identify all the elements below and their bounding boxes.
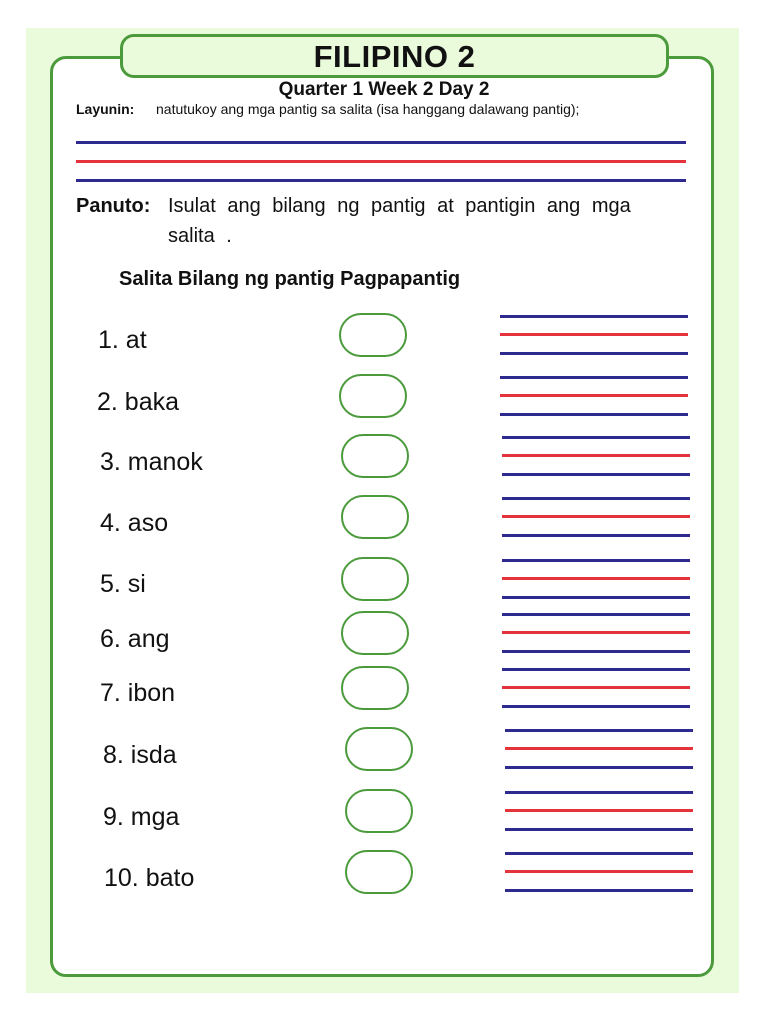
writing-line-blue-top (76, 141, 686, 144)
answer-oval[interactable] (339, 374, 407, 418)
syllable-writing-lines[interactable] (505, 791, 693, 831)
item-word: 7. ibon (100, 679, 176, 707)
syllable-writing-lines[interactable] (505, 852, 693, 892)
writing-line-red-middle (76, 160, 686, 163)
syllable-writing-lines[interactable] (505, 729, 693, 769)
answer-oval[interactable] (341, 495, 409, 539)
syllable-writing-lines[interactable] (502, 497, 690, 537)
answer-oval[interactable] (341, 666, 409, 710)
item-word: 10. bato (104, 864, 195, 892)
table-header: Salita Bilang ng pantig Pagpapantig (119, 268, 461, 290)
syllable-writing-lines[interactable] (502, 559, 690, 599)
item-word: 4. aso (100, 509, 169, 537)
item-word: 2. baka (97, 388, 180, 416)
writing-line-blue-bottom (76, 179, 686, 182)
item-word: 9. mga (103, 803, 180, 831)
item-word: 8. isda (103, 741, 177, 769)
item-word: 6. ang (100, 625, 170, 653)
syllable-writing-lines[interactable] (500, 315, 688, 355)
answer-oval[interactable] (345, 789, 413, 833)
objective-label: Layunin: (76, 101, 135, 117)
answer-oval[interactable] (341, 434, 409, 478)
answer-oval[interactable] (345, 850, 413, 894)
objective-text: natutukoy ang mga pantig sa salita (isa hanggang dalawang pantig); (156, 101, 580, 117)
instruction-text: Isulat ang bilang ng pantig at pantigin ang mga salita . (168, 195, 631, 247)
answer-oval[interactable] (341, 557, 409, 601)
item-word: 3. manok (100, 448, 203, 476)
item-word: 1. at (98, 326, 147, 354)
syllable-writing-lines[interactable] (502, 436, 690, 476)
page-title: FILIPINO 2 (120, 34, 669, 78)
page-subtitle: Quarter 1 Week 2 Day 2 (278, 79, 490, 100)
instruction-label: Panuto: (76, 195, 151, 217)
answer-oval[interactable] (341, 611, 409, 655)
syllable-writing-lines[interactable] (502, 613, 690, 653)
item-word: 5. si (100, 570, 146, 598)
syllable-writing-lines[interactable] (500, 376, 688, 416)
answer-oval[interactable] (345, 727, 413, 771)
answer-oval[interactable] (339, 313, 407, 357)
syllable-writing-lines[interactable] (502, 668, 690, 708)
